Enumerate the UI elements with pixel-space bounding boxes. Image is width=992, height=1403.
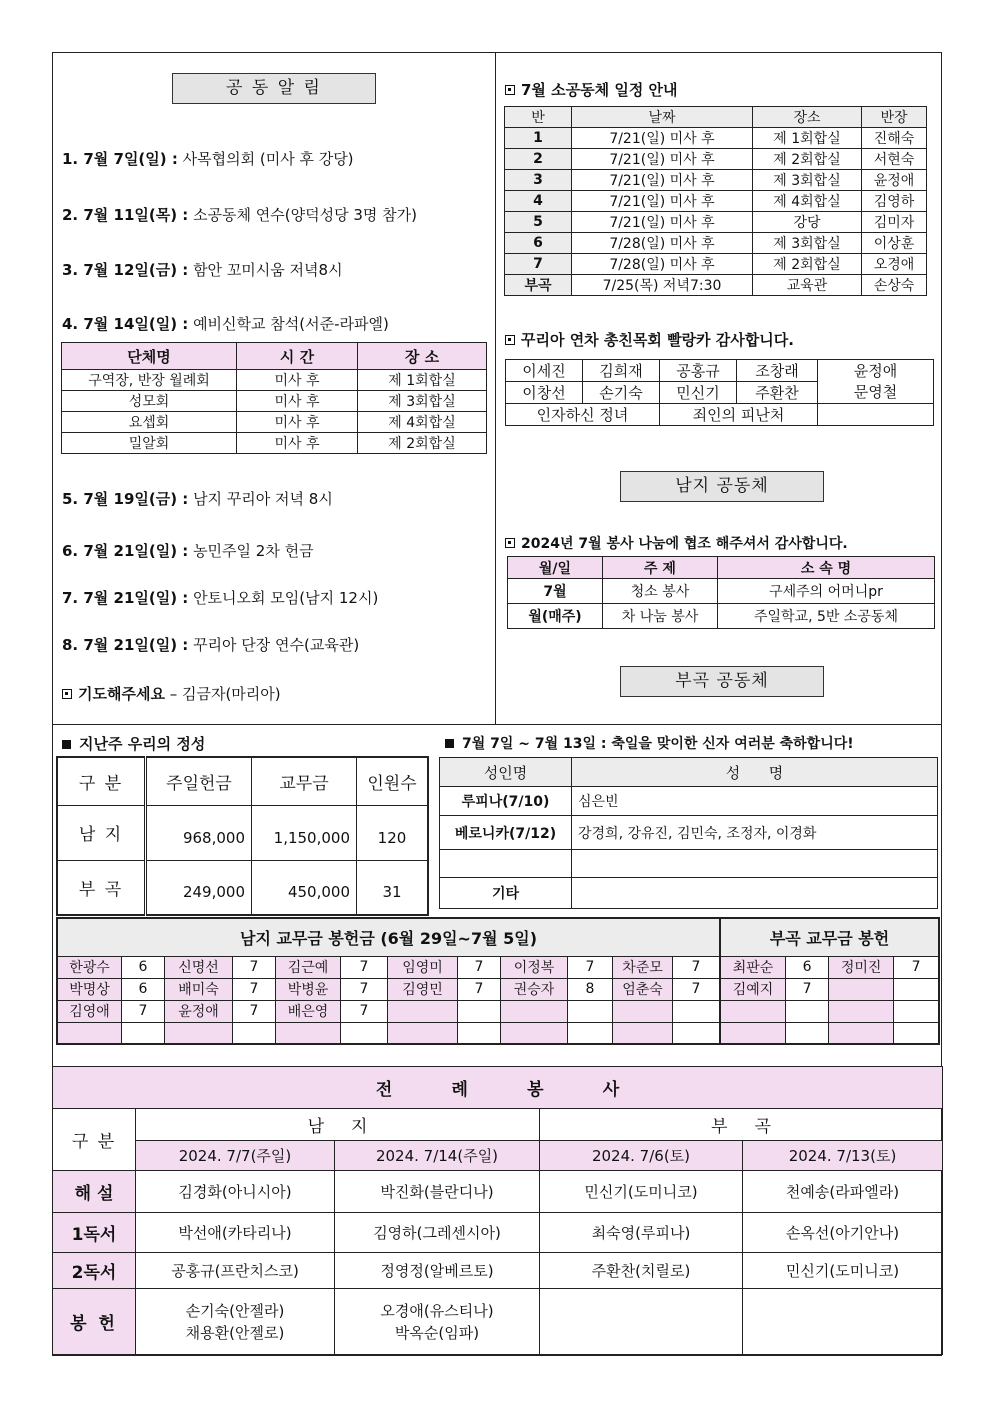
table-row: 베로니카(7/12) 강경희, 강유진, 김민숙, 조정자, 이경화 [440,816,938,850]
dues-name-cell: 김근예 [276,956,341,978]
dues-name-cell [829,978,894,1000]
liturgy-table: 전 례 봉 사 구 분 남 지 부 곡 2024. 7/7(주일) 2024. 7/14(주일) 2024. 7/6(토) 2024. 7/13(토) 해 설 김경화(아니시아) 박진화(블란디나) 민신기(도미니코) 천예송(라파엘라) 1독서 박선애(카타리나) 김영하(그레센시아) 최숙영(루피나) 손옥선(아기안나) 2독서 공홍규(프란치스코) 정영정(알베르토) 주환찬(치릴로) 민신기(도미니코) 봉 헌 손기숙(안젤라) 채용환(안젤로) 오경애(유스티나) 박옥순(임파) [52,1066,943,1355]
dues-value-cell: 7 [233,1000,276,1022]
bugok-title: 부곡 공동체 [620,666,824,697]
table-row: 3 7/21(일) 미사 후 제 3회합실 윤정애 [505,170,927,191]
table-row: 4 7/21(일) 미사 후 제 4회합실 김영하 [505,191,927,212]
dues-name-cell: 박명상 [57,978,122,1000]
dues-table: 남지 교무금 봉헌금 (6월 29일~7월 5일) 부곡 교무금 봉헌 한광수 6 신명선 7 김근예 7 임영미 7 이정복 7 차준모 7 최판순 6 정미진 7 박명상 6 배미숙 7 박병윤 7 김영민 7 권승자 8 엄춘숙 7 김예지 7 김영애 7 윤정애 7 배은영 7 [56,917,940,1045]
table-row: 7 7/28(일) 미사 후 제 2회합실 오경애 [505,254,927,275]
dues-value-cell [458,1022,501,1044]
dues-value-cell [568,1022,613,1044]
dues-name-cell [501,1000,568,1022]
curia-thanks-table: 이세진 김희재 공홍규 조창래 윤정애 문영철 이창선 손기숙 민신기 주환찬 인자하신 정녀 죄인의 피난처 [505,359,934,426]
table-row: 루피나(7/10) 심은빈 [440,787,938,816]
dues-name-cell: 박병윤 [276,978,341,1000]
dues-value-cell: 7 [568,956,613,978]
dues-value-cell: 6 [122,978,165,1000]
notice-item-2: 2. 7월 11일(목) : 소공동체 연수(양덕성당 3명 참가) [62,206,417,224]
table-row [57,978,939,1000]
dues-value-cell [786,1022,829,1044]
dues-name-cell: 정미진 [829,956,894,978]
dues-name-cell: 김예지 [720,978,786,1000]
dues-value-cell [673,1022,721,1044]
notice-item-4: 4. 7월 14일(일) : 예비신학교 참석(서준-라파엘) [62,315,389,333]
table-row: 2 7/21(일) 미사 후 제 2회합실 서현숙 [505,149,927,170]
table-row: 월(매주) 차 나눔 봉사 주일학교, 5반 소공동체 [508,604,935,629]
dues-value-cell [894,1022,939,1044]
table-row: 7월 청소 봉사 구세주의 어머니pr [508,579,935,604]
common-notice-title: 공 동 알 림 [172,73,376,104]
dues-value-cell: 7 [786,978,829,1000]
square-bullet-icon [62,689,72,699]
notice-item-6: 6. 7월 21일(일) : 농민주일 2차 헌금 [62,542,314,560]
dues-name-cell [720,1022,786,1044]
square-bullet-icon [505,538,515,548]
dues-name-cell: 김영민 [388,978,458,1000]
notice-item-1: 1. 7월 7일(일) : 사목협의회 (미사 후 강당) [62,150,354,168]
dues-name-cell: 김영애 [57,1000,122,1022]
dues-value-cell [568,1000,613,1022]
dues-value-cell: 7 [458,956,501,978]
table-row: 1독서 박선애(카타리나) 김영하(그레센시아) 최숙영(루피나) 손옥선(아기안나) [53,1213,943,1253]
dues-name-cell [276,1022,341,1044]
dues-value-cell: 6 [786,956,829,978]
dues-value-cell [786,1000,829,1022]
dues-value-cell [341,1022,388,1044]
table-row: 봉 헌 손기숙(안젤라) 채용환(안젤로) 오경애(유스티나) 박옥순(임파) [53,1289,943,1355]
square-bullet-icon [505,85,515,95]
table-row: 5 7/21(일) 미사 후 강당 김미자 [505,212,927,233]
table-row: 요셉회 미사 후 제 4회합실 [62,412,487,433]
square-bullet-icon [62,740,71,749]
dues-name-cell: 최판순 [720,956,786,978]
dues-value-cell [894,978,939,1000]
dues-value-cell [458,1000,501,1022]
dues-value-cell: 7 [673,956,721,978]
dues-value-cell [894,1000,939,1022]
table-row: 2독서 공홍규(프란치스코) 정영정(알베르토) 주환찬(치릴로) 민신기(도미니코) [53,1253,943,1289]
table-row [57,1000,939,1022]
table-row: 1 7/21(일) 미사 후 제 1회합실 진해숙 [505,128,927,149]
dues-name-cell: 배은영 [276,1000,341,1022]
table-row: 기타 [440,878,938,909]
square-bullet-icon [445,739,454,748]
dues-name-cell [388,1022,458,1044]
dues-name-cell: 배미숙 [165,978,233,1000]
section-divider [52,724,942,725]
dues-value-cell: 8 [568,978,613,1000]
dues-name-cell: 신명선 [165,956,233,978]
namji-service-title: 2024년 7월 봉사 나눔에 협조 해주셔서 감사합니다. [505,533,848,553]
table-row: 부 곡 249,000 450,000 31 [57,860,428,915]
dues-value-cell [122,1022,165,1044]
table-row: 밀알회 미사 후 제 2회합실 [62,433,487,454]
dues-name-cell [388,1000,458,1022]
dues-name-cell: 윤정애 [165,1000,233,1022]
group-table: 단체명 시 간 장 소 구역장, 반장 월례회 미사 후 제 1회합실 성모회 미사 후 제 3회합실 요셉회 미사 후 제 4회합실 밀알회 미사 후 제 2회합실 [61,342,487,454]
table-row: 해 설 김경화(아니시아) 박진화(블란디나) 민신기(도미니코) 천예송(라파엘라) [53,1171,943,1213]
notice-item-8: 8. 7월 21일(일) : 꾸리아 단장 연수(교육관) [62,636,360,654]
small-community-table: 반 날짜 장소 반장 1 7/21(일) 미사 후 제 1회합실 진해숙 2 7/21(일) 미사 후 제 2회합실 서현숙 3 7/21(일) 미사 후 제 3회합실 윤정애 4 7/21(일) 미사 후 제 4회합실 김영하 5 7/21(일) 미사 후 강당 김미자 6 7/28(일) 미사 후 제 3회합실 이상훈 7 7/28(일) 미사 후 제 2회합실 오경애 부곡 7/25(목) 저녁7:30 교육관 손상숙 [504,106,927,296]
table-row: 성모회 미사 후 제 3회합실 [62,391,487,412]
table-row [57,1022,939,1044]
dues-value-cell: 7 [673,978,721,1000]
notice-item-7: 7. 7월 21일(일) : 안토니오회 모임(남지 12시) [62,589,379,607]
dues-name-cell [501,1022,568,1044]
feast-table: 성인명 성 명 루피나(7/10) 심은빈 베로니카(7/12) 강경희, 강유진, 김민숙, 조정자, 이경화 기타 [439,757,938,909]
dues-name-cell [829,1000,894,1022]
dues-value-cell: 7 [341,978,388,1000]
dues-value-cell: 7 [233,978,276,1000]
dues-name-cell [165,1022,233,1044]
table-row: 남 지 968,000 1,150,000 120 [57,805,428,860]
notice-item-5: 5. 7월 19일(금) : 남지 꾸리아 저녁 8시 [62,490,333,508]
dues-value-cell: 7 [341,1000,388,1022]
column-divider [495,52,496,724]
namji-service-table: 월/일 주 제 소 속 명 7월 청소 봉사 구세주의 어머니pr 월(매주) 차 나눔 봉사 주일학교, 5반 소공동체 [507,556,935,629]
offering-table: 구 분 주일헌금 교무금 인원수 남 지 968,000 1,150,000 120 부 곡 249,000 450,000 31 [56,756,429,916]
dues-name-cell [613,1022,673,1044]
table-row [440,850,938,878]
dues-name-cell [613,1000,673,1022]
table-row [57,956,939,978]
dues-name-cell: 한광수 [57,956,122,978]
feast-title: 7월 7일 ~ 7월 13일 : 축일을 맞이한 신자 여러분 축하합니다! [445,733,854,753]
dues-name-cell [57,1022,122,1044]
dues-value-cell [233,1022,276,1044]
dues-name-cell: 임영미 [388,956,458,978]
dues-name-cell: 이정복 [501,956,568,978]
offering-title: 지난주 우리의 정성 [62,733,205,754]
curia-thanks-title: 꾸리아 연차 총친목회 빨랑카 감사합니다. [505,329,794,350]
table-row: 구역장, 반장 월례회 미사 후 제 1회합실 [62,370,487,391]
dues-value-cell: 7 [122,1000,165,1022]
dues-value-cell: 7 [341,956,388,978]
dues-value-cell: 7 [458,978,501,1000]
dues-name-cell: 권승자 [501,978,568,1000]
table-row: 부곡 7/25(목) 저녁7:30 교육관 손상숙 [505,275,927,296]
table-row: 6 7/28(일) 미사 후 제 3회합실 이상훈 [505,233,927,254]
dues-name-cell [829,1022,894,1044]
small-community-title: 7월 소공동체 일정 안내 [505,79,678,100]
namji-title: 남지 공동체 [620,471,824,502]
dues-value-cell: 7 [894,956,939,978]
square-bullet-icon [505,335,515,345]
dues-value-cell [673,1000,721,1022]
prayer-request: 기도해주세요 – 김금자(마리아) [62,683,281,704]
dues-name-cell: 차준모 [613,956,673,978]
dues-name-cell: 엄춘숙 [613,978,673,1000]
dues-value-cell: 7 [233,956,276,978]
dues-name-cell [720,1000,786,1022]
notice-item-3: 3. 7월 12일(금) : 함안 꼬미시움 저녁8시 [62,261,343,279]
dues-value-cell: 6 [122,956,165,978]
